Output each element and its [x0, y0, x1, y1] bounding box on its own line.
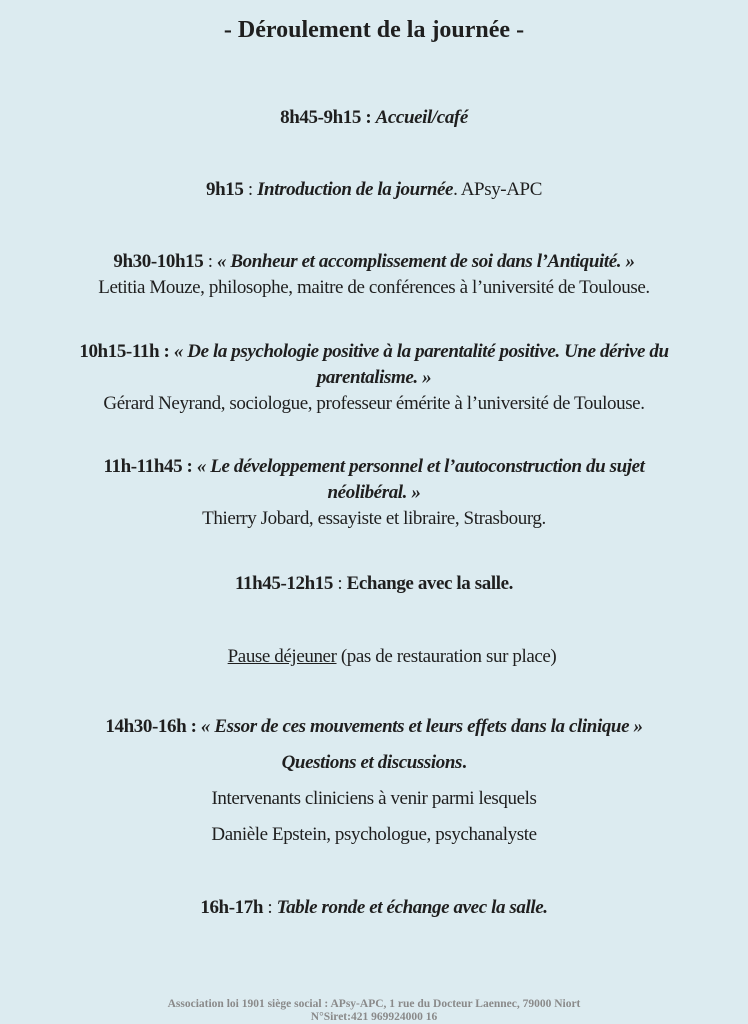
session-time: 16h-17h [200, 897, 264, 918]
session-title: « Essor de ces mouvements et leurs effets dans la clinique » [200, 716, 643, 737]
session-separator: : [203, 251, 217, 272]
session-positive-psychology [0, 340, 748, 364]
session-antiquity [0, 250, 748, 274]
session-time: 10h15-11h : [79, 341, 170, 362]
session-introduction [0, 178, 748, 202]
session-exchange [0, 572, 748, 596]
session-organizer: . APsy-APC [453, 179, 542, 200]
session-separator: : [243, 179, 258, 200]
session-title: « De la psychologie positive à la parentalité positive. Une dérive du [173, 341, 669, 362]
session-title-continued: néolibéral. » [327, 482, 421, 503]
lunch-break-note: (pas de restauration sur place) [336, 646, 557, 667]
session-round-table [0, 896, 748, 920]
session-time: 11h-11h45 : [103, 456, 193, 477]
session-separator: : [333, 573, 347, 594]
session-welcome [0, 106, 748, 130]
session-discussion [0, 751, 748, 775]
session-title: « Bonheur et accomplissement de soi dans l’Antiquité. » [216, 251, 635, 272]
session-time: 9h30-10h15 [113, 251, 204, 272]
session-speaker: Thierry Jobard, essayiste et libraire, Strasbourg. [202, 508, 546, 529]
session-speaker: Danièle Epstein, psychologue, psychanalyste [211, 824, 537, 845]
speakers-intro: Intervenants cliniciens à venir parmi lesquels [211, 788, 537, 809]
session-speaker: Gérard Neyrand, sociologue, professeur émérite à l’université de Toulouse. [103, 393, 645, 414]
session-title: Echange avec la salle. [346, 573, 513, 594]
session-clinical [0, 715, 748, 739]
footer-address: Association loi 1901 siège social : APsy-APC, 1 rue du Docteur Laennec, 79000 Niort [167, 998, 581, 1010]
footer-siret: N°Siret:421 969924000 16 [310, 1011, 438, 1023]
session-time: 9h15 [206, 179, 244, 200]
lunch-break-label: Pause déjeuner [227, 646, 337, 667]
page-title: - Déroulement de la journée - [223, 17, 525, 43]
session-title: « Le développement personnel et l’autoconstruction du sujet [196, 456, 645, 477]
session-time: 14h30-16h : [105, 716, 197, 737]
session-separator: : [263, 897, 277, 918]
session-speaker: Letitia Mouze, philosophe, maitre de conférences à l’université de Toulouse. [98, 277, 650, 298]
session-title: Introduction de la journée [257, 179, 454, 200]
lunch-break [18, 645, 748, 669]
session-title: Accueil/café [375, 107, 468, 128]
session-personal-development [0, 455, 748, 479]
session-time: 8h45-9h15 : [280, 107, 372, 128]
discussion-label: Questions et discussions [281, 752, 463, 773]
session-title: Table ronde et échange avec la salle. [276, 897, 548, 918]
session-title-continued: parentalisme. » [316, 367, 432, 388]
session-time: 11h45-12h15 [234, 573, 333, 594]
discussion-period: . [462, 752, 467, 773]
